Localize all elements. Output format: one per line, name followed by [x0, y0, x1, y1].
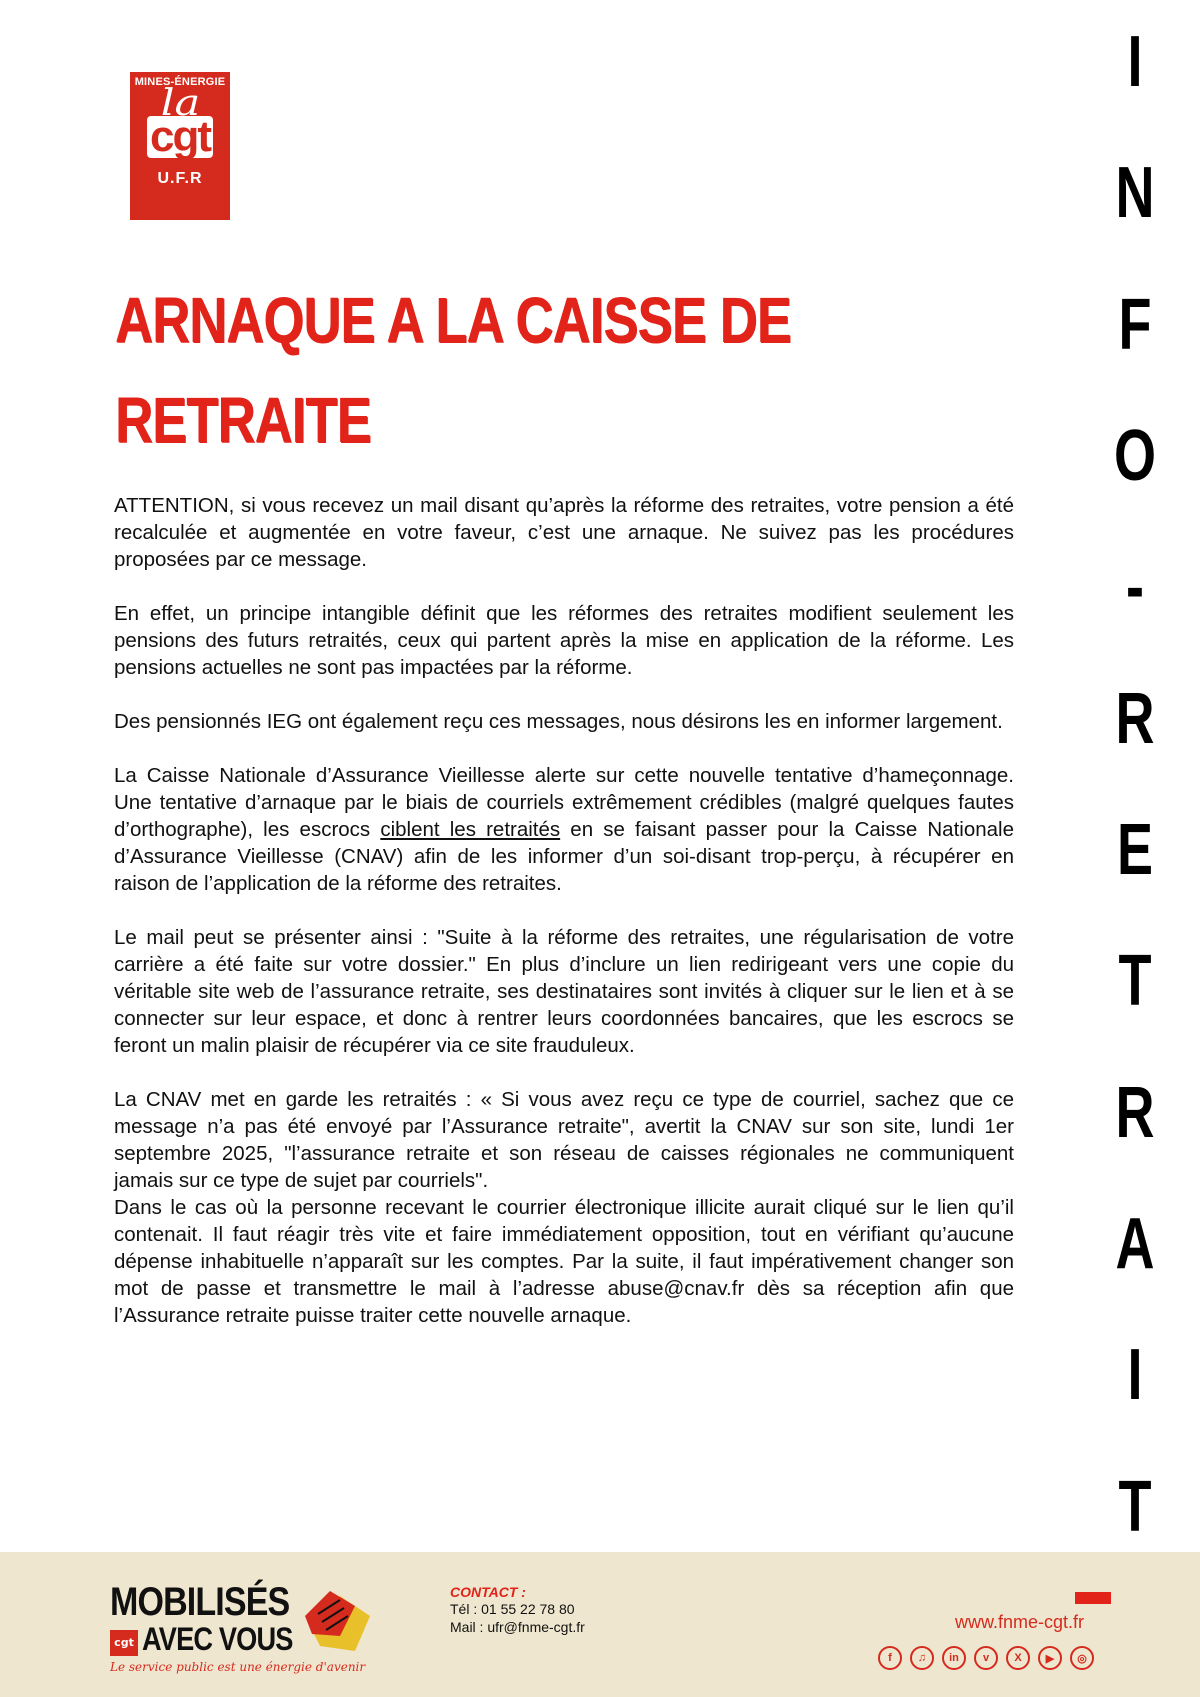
- paragraph-mail-exemple: Le mail peut se présenter ainsi : "Suite à la réforme des retraites, une régularisation de votre carrière a été faite sur votre dossier." En plus d’inclure un lien redirigeant vers une copie du véritable site web de l’assurance retraite, ses destinataires sont invités à cliquer sur le lien et à se connecter sur leur espace, et donc à rentrer leurs coordonnées bancaires, que les escrocs se feront un malin plaisir de récupérer via ce site frauduleux.: [114, 926, 1014, 1057]
- page-title: [115, 270, 853, 470]
- contact-heading: CONTACT :: [450, 1584, 526, 1600]
- raised-fists-icon: [300, 1586, 380, 1656]
- vertical-info-retraite: [1100, 20, 1170, 1680]
- title-line-1: ARNAQUE A LA CAISSE DE: [115, 284, 791, 356]
- vimeo-icon[interactable]: v: [974, 1646, 998, 1670]
- vertical-letter: I: [1127, 1335, 1143, 1416]
- paragraph-ieg: Des pensionnés IEG ont également reçu ces messages, nous désirons les en informer largement.: [114, 710, 1003, 733]
- vertical-letter: T: [1118, 941, 1152, 1022]
- paragraph-cnav-garde: La CNAV met en garde les retraités : « Si vous avez reçu ce type de courriel, sachez que ce message n’a pas été envoyé par l’Assurance retraite", avertit la CNAV sur son site, lundi 1er septembre 2025, "l’assurance retraite et son réseau de caisses régionales ne communiquent jamais sur ce type de sujet par courriels".: [114, 1088, 1014, 1192]
- footer: [0, 1552, 1200, 1697]
- contact-phone: Tél : 01 55 22 78 80: [450, 1601, 575, 1617]
- vertical-letter: T: [1118, 1466, 1152, 1547]
- footer-slogan: Le service public est une énergie d'avenir: [110, 1660, 366, 1674]
- article-body: [114, 492, 1014, 1356]
- facebook-icon[interactable]: f: [878, 1646, 902, 1670]
- vertical-letter: E: [1116, 809, 1154, 890]
- underlined-phrase: ciblent les retraités: [380, 818, 561, 841]
- cgt-ufr-logo: [130, 72, 230, 220]
- paragraph-principe: En effet, un principe intangible définit que les réformes des retraites modifient seulement les pensions des futurs retraités, ceux qui partent après la mise en application de la réforme. Les pensions actuelles ne sont pas impactées par la réforme.: [114, 602, 1014, 679]
- vertical-letter: R: [1115, 1072, 1155, 1153]
- logo-cgt: cgt: [147, 116, 213, 158]
- youtube-icon[interactable]: ▶: [1038, 1646, 1062, 1670]
- contact-mail[interactable]: Mail : ufr@fnme-cgt.fr: [450, 1619, 585, 1635]
- cgt-mini-logo: cgt: [110, 1630, 138, 1656]
- paragraph-cnav-alerte-a: La Caisse Nationale d’Assurance Vieillesse alerte sur cette nouvelle tentative d’hameçonnage. Une tentative d’arnaque par le biais de courriels extrêmement crédibles (malgré quelques fautes d’orthographe), les escrocs: [114, 764, 1014, 841]
- paragraph-cnav-alerte-b: en se faisant passer pour la Caisse Nationale d’Assurance Vieillesse (CNAV) afin de les informer d’un soi-disant trop-perçu, à récupérer en raison de l’application de la réforme des retraites.: [114, 818, 1014, 895]
- vertical-letter: R: [1115, 678, 1155, 759]
- social-icons: [878, 1646, 1094, 1670]
- avec-vous-text: AVEC VOUS: [142, 1621, 293, 1657]
- mobilises-text: MOBILISÉS: [110, 1580, 290, 1624]
- logo-ufr: U.F.R: [157, 170, 203, 187]
- title-line-2: RETRAITE: [115, 384, 371, 456]
- logo-top-text: MINES-ÉNERGIE: [134, 76, 226, 88]
- website-link[interactable]: www.fnme-cgt.fr: [955, 1612, 1085, 1632]
- vertical-letter: A: [1115, 1203, 1155, 1284]
- vertical-letter: -: [1125, 547, 1144, 628]
- x-icon[interactable]: X: [1006, 1646, 1030, 1670]
- linkedin-icon[interactable]: in: [942, 1646, 966, 1670]
- logo-la: la: [160, 83, 200, 124]
- vertical-letter: I: [1127, 22, 1143, 102]
- tiktok-icon[interactable]: ♫: [910, 1646, 934, 1670]
- contact-block: [450, 1584, 585, 1636]
- red-accent-bar: [1075, 1592, 1111, 1604]
- instagram-icon[interactable]: ◎: [1070, 1646, 1094, 1670]
- vertical-letter: N: [1115, 153, 1155, 234]
- paragraph-cnav-alerte: [114, 762, 1014, 897]
- vertical-letter: F: [1118, 284, 1152, 365]
- vertical-letter: O: [1113, 415, 1156, 496]
- paragraph-que-faire: Dans le cas où la personne recevant le courrier électronique illicite aurait cliqué sur le lien qu’il contenait. Il faut réagir très vite et faire immédiatement opposition, tout en vérifiant qu’aucune dépense inhabituelle n’apparaît sur les comptes. Par la suite, il faut impérativement changer son mot de passe et transmettre le mail à l’adresse abuse@cnav.fr dès sa réception afin que l’Assurance retraite puisse traiter cette nouvelle arnaque.: [114, 1196, 1014, 1327]
- paragraph-attention: ATTENTION, si vous recevez un mail disant qu’après la réforme des retraites, votre pension a été recalculée et augmentée en votre faveur, c’est une arnaque. Ne suivez pas les procédures proposées par ce message.: [114, 494, 1014, 571]
